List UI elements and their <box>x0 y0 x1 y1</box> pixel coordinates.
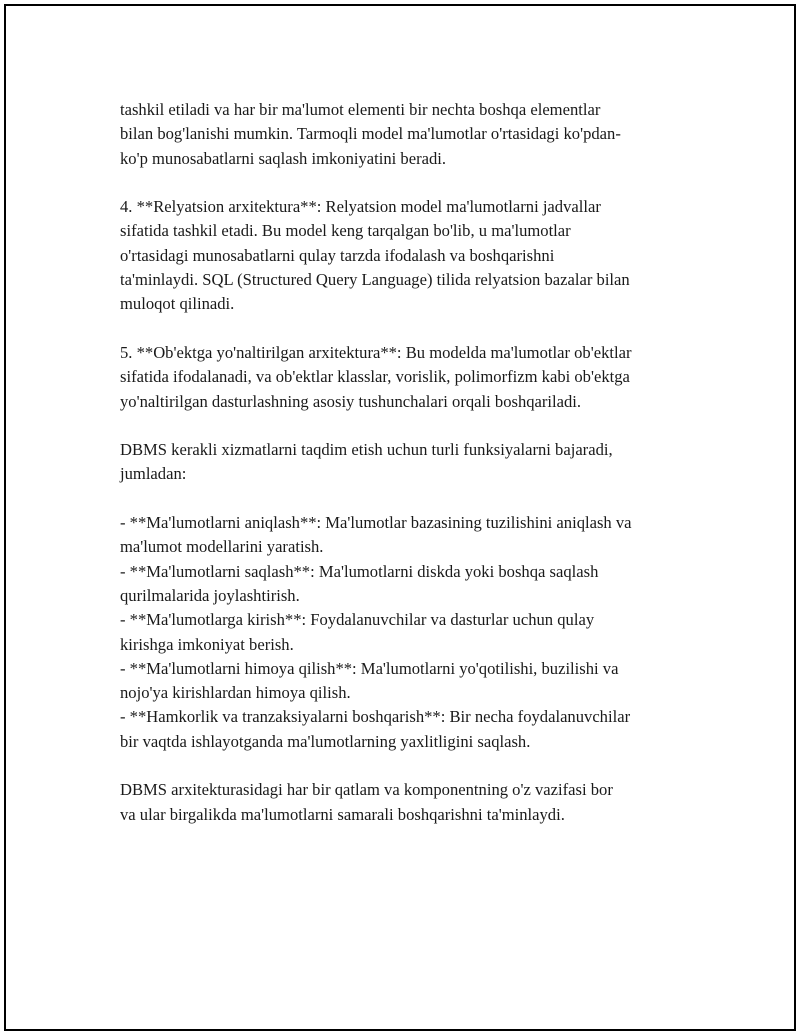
page-frame <box>4 4 796 1031</box>
list-item: - **Ma'lumotlarga kirish**: Foydalanuvchilar va dasturlar uchun qulay kirishga imkoniyat berish. <box>120 610 595 654</box>
intro-continuation-paragraph: tashkil etiladi va har bir ma'lumot elementi bir nechta boshqa elementlar bilan bog'lanishi mumkin. Tarmoqli model ma'lumotlar o'rtasidagi ko'pdan- ko'p munosabatlarni saqlash imkoniyatini beradi. <box>120 100 621 168</box>
list-item: - **Hamkorlik va tranzaksiyalarni boshqarish**: Bir necha foydalanuvchilar bir vaqtda ishlayotganda ma'lumotlarning yaxlitligini saqlash. <box>120 707 631 751</box>
functions-intro-paragraph: DBMS kerakli xizmatlarni taqdim etish uchun turli funksiyalarni bajaradi, jumladan: <box>120 440 613 484</box>
list-item: - **Ma'lumotlarni saqlash**: Ma'lumotlarni diskda yoki boshqa saqlash qurilmalarida joylashtirish. <box>120 561 599 605</box>
list-item: - **Ma'lumotlarni aniqlash**: Ma'lumotlar bazasining tuzilishini aniqlash va ma'lumot modellarini yaratish. <box>120 513 632 557</box>
relational-architecture-paragraph: 4. **Relyatsion arxitektura**: Relyatsion model ma'lumotlarni jadvallar sifatida tashkil etadi. Bu model keng tarqalgan bo'lib, u ma'lumotlar o'rtasidagi munosabatlarni qulay tarzda ifodalash va boshqarishni ta'minlaydi. SQL (Structured Query Language) tilida relyatsion bazalar bilan muloqot qilinadi. <box>120 197 630 314</box>
functions-list <box>120 511 700 754</box>
object-oriented-architecture-paragraph: 5. **Ob'ektga yo'naltirilgan arxitektura**: Bu modelda ma'lumotlar ob'ektlar sifatida ifodalanadi, va ob'ektlar klasslar, vorislik, polimorfizm kabi ob'ektga yo'naltirilgan dasturlashning asosiy tushunchalari orqali boshqariladi. <box>120 342 632 411</box>
list-item: - **Ma'lumotlarni himoya qilish**: Ma'lumotlarni yo'qotilishi, buzilishi va nojo'ya kirishlardan himoya qilish. <box>120 658 619 703</box>
page-content <box>120 98 700 851</box>
conclusion-paragraph: DBMS arxitekturasidagi har bir qatlam va komponentning o'z vazifasi bor va ular birgalikda ma'lumotlarni samarali boshqarishni ta'minlaydi. <box>120 780 613 824</box>
